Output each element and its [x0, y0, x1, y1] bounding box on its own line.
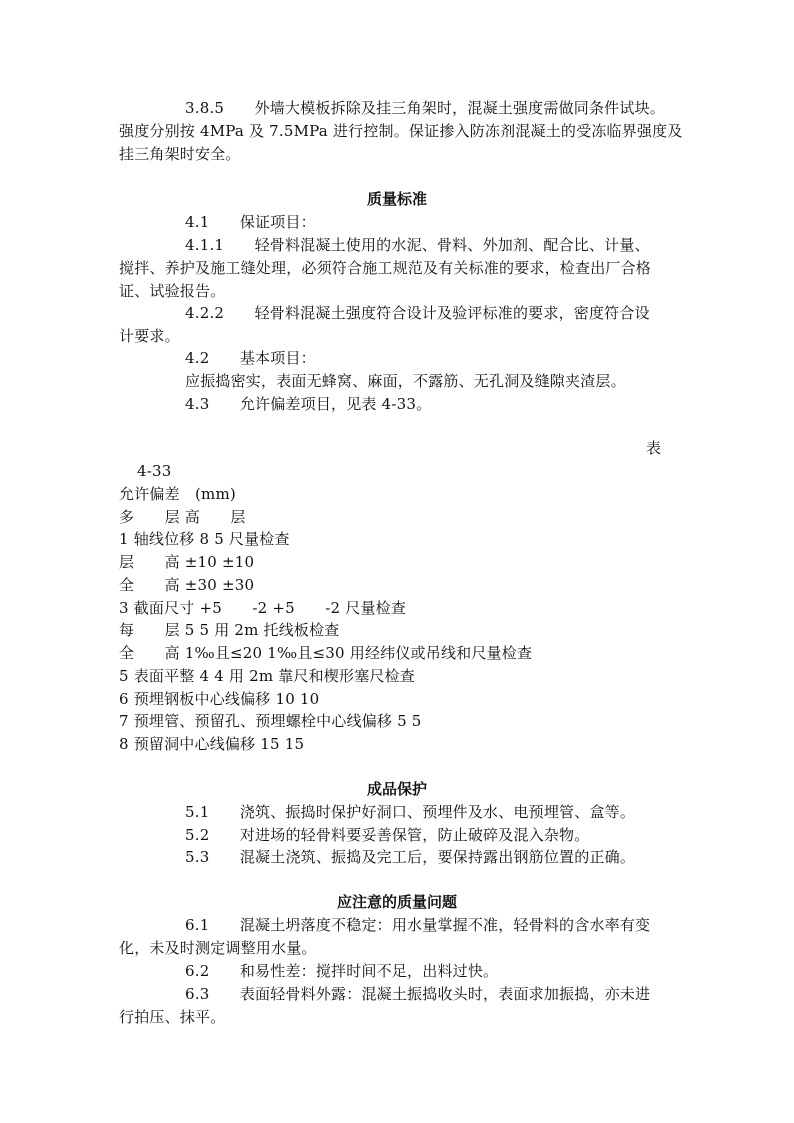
table-row: 1 轴线位移 8 5 尺量检查	[119, 530, 290, 548]
table-number: 4-33	[137, 462, 172, 480]
table-label: 表	[646, 439, 662, 457]
item-5-2: 5.2 对进场的轻骨料要妥善保管，防止破碎及混入杂物。	[185, 826, 590, 844]
item-4-2: 4.2 基本项目：	[185, 349, 316, 367]
table-row: 8 预留洞中心线偏移 15 15	[119, 735, 305, 753]
table-row: 5 表面平整 4 4 用 2m 靠尺和楔形塞尺检查	[119, 667, 416, 685]
table-row: 全 高 1‰且≤20 1‰且≤30 用经纬仪或吊线和尺量检查	[119, 644, 533, 662]
item-4-2-2-line1: 4.2.2 轻骨料混凝土强度符合设计及验评标准的要求，密度符合设	[185, 304, 650, 322]
table-row: 每 层 5 5 用 2m 托线板检查	[119, 621, 340, 639]
table-row: 6 预埋钢板中心线偏移 10 10	[119, 690, 320, 708]
item-6-1-line2: 化，未及时测定调整用水量。	[119, 939, 317, 957]
item-4-3: 4.3 允许偏差项目，见表 4-33。	[185, 395, 432, 413]
heading-quality-standard: 质量标准	[366, 190, 427, 208]
table-row: 3 截面尺寸 +5 -2 +5 -2 尺量检查	[119, 599, 407, 617]
item-4-2-body: 应振捣密实，表面无蜂窝、麻面，不露筋、无孔洞及缝隙夹渣层。	[185, 372, 626, 390]
heading-product-protection: 成品保护	[366, 780, 427, 798]
item-4-1-1-line1: 4.1.1 轻骨料混凝土使用的水泥、骨料、外加剂、配合比、计量、	[185, 236, 650, 254]
item-6-3-line1: 6.3 表面轻骨料外露：混凝土振捣收头时，表面求加振捣，亦未进	[185, 985, 651, 1003]
item-6-3-line2: 行拍压、抹平。	[119, 1008, 226, 1026]
item-4-1-1-line3: 证、试验报告。	[119, 282, 226, 300]
para-385-line3: 挂三角架时安全。	[119, 145, 241, 163]
item-5-3: 5.3 混凝土浇筑、振捣及完工后，要保持露出钢筋位置的正确。	[185, 848, 636, 866]
item-4-2-2-line2: 计要求。	[119, 327, 180, 345]
para-385-line2: 强度分别按 4MPa 及 7.5MPa 进行控制。保证掺入防冻剂混凝土的受冻临界强度及	[119, 122, 683, 140]
item-4-1-1-line2: 搅拌、养护及施工缝处理，必须符合施工规范及有关标准的要求，检查出厂合格	[119, 259, 652, 277]
item-6-1-line1: 6.1 混凝土坍落度不稳定：用水量掌握不准，轻骨料的含水率有变	[185, 916, 651, 934]
para-385-line1: 3.8.5 外墙大模板拆除及挂三角架时，混凝土强度需做同条件试块。	[185, 99, 665, 117]
item-6-2: 6.2 和易性差：搅拌时间不足，出料过快。	[185, 962, 499, 980]
heading-quality-issues: 应注意的质量问题	[336, 893, 457, 911]
table-row: 层 高 ±10 ±10	[119, 553, 255, 571]
item-4-1: 4.1 保证项目：	[185, 213, 316, 231]
table-row: 全 高 ±30 ±30	[119, 576, 255, 594]
item-5-1: 5.1 浇筑、振捣时保护好洞口、预埋件及水、电预埋管、盒等。	[185, 803, 636, 821]
table-caption: 允许偏差 (mm)	[119, 485, 236, 503]
table-row: 7 预埋管、预留孔、预埋螺栓中心线偏移 5 5	[119, 712, 422, 730]
table-row: 多 层 高 层	[119, 508, 246, 526]
